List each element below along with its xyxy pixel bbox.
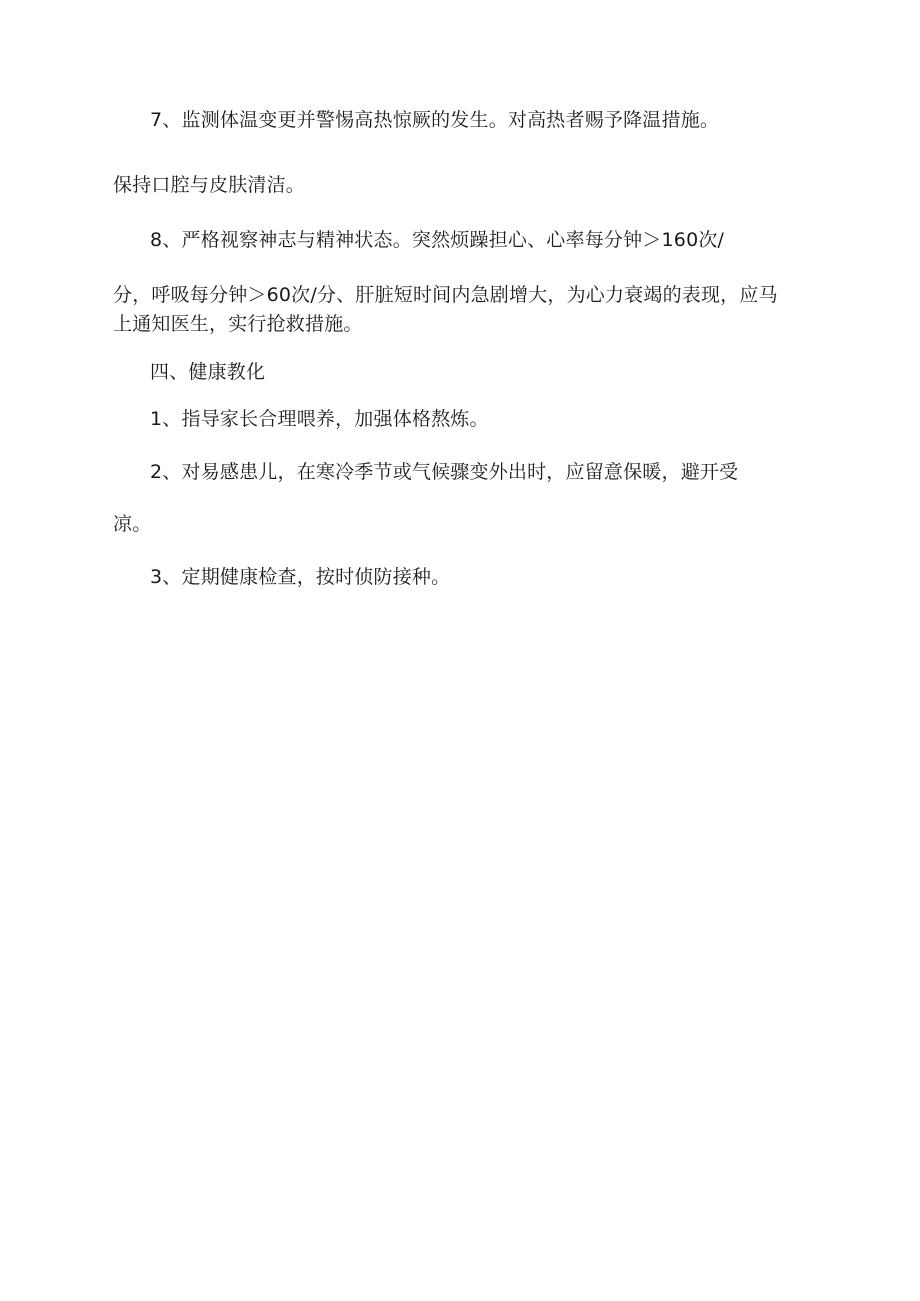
paragraph-item-8-continuation: 分，呼吸每分钟＞60次/分、肝脏短时间内急剧增大，为心力衰竭的表现，应马 bbox=[113, 284, 778, 306]
paragraph-item-1: 1、指导家长合理喂养，加强体格熬炼。 bbox=[150, 408, 489, 430]
paragraph-item-7-continuation: 保持口腔与皮肤清洁。 bbox=[113, 174, 306, 196]
paragraph-item-8: 8、严格视察神志与精神状态。突然烦躁担心、心率每分钟＞160次/ bbox=[150, 229, 725, 251]
section-heading-health-education: 四、健康教化 bbox=[150, 361, 266, 383]
paragraph-item-8-continuation-2: 上通知医生，实行抢救措施。 bbox=[113, 313, 363, 335]
paragraph-item-2: 2、对易感患儿，在寒冷季节或气候骤变外出时，应留意保暖，避开受 bbox=[150, 461, 739, 483]
paragraph-item-7: 7、监测体温变更并警惕高热惊厥的发生。对高热者赐予降温措施。 bbox=[150, 109, 720, 131]
paragraph-item-2-continuation: 凉。 bbox=[113, 513, 152, 535]
paragraph-item-3: 3、定期健康检查，按时侦防接种。 bbox=[150, 566, 451, 588]
